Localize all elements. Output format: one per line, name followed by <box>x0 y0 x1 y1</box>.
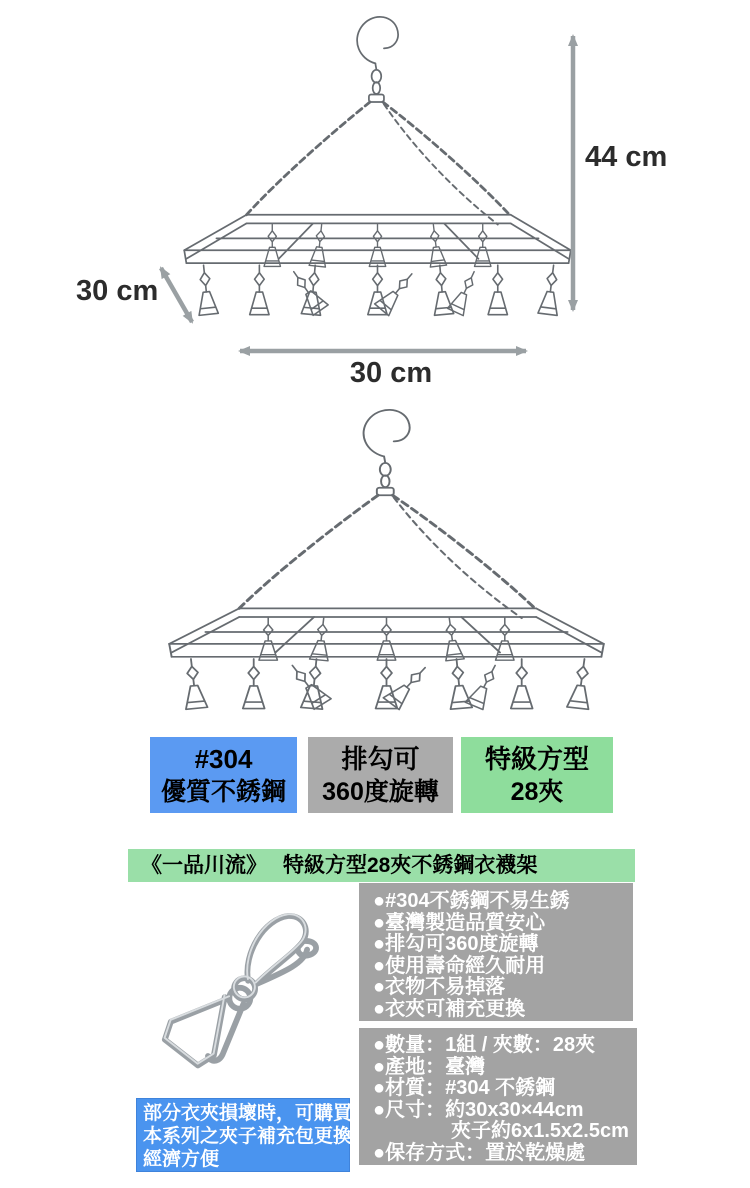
feature-item: ●#304不銹鋼不易生銹 <box>373 890 570 912</box>
badge-hook-line1: 排勾可 <box>341 743 420 774</box>
feature-item: ●衣物不易掉落 <box>373 976 506 998</box>
note-line: 本系列之夾子補充包更換 <box>143 1126 353 1147</box>
hanger-diagram-large <box>133 394 640 771</box>
spec-item-clip-size: 夾子約6x1.5x2.5cm <box>451 1120 629 1142</box>
specs-box <box>359 1028 637 1165</box>
spec-item: ●產地：臺灣 <box>373 1055 486 1078</box>
badge-hook-line2: 360度旋轉 <box>322 777 439 806</box>
feature-item: ●排勾可360度旋轉 <box>373 933 539 955</box>
height-dimension-label: 44 cm <box>585 141 668 173</box>
replacement-note-box <box>136 1098 353 1172</box>
width-dimension-label: 30 cm <box>349 357 433 389</box>
badge-material <box>150 737 297 813</box>
note-line: 部分衣夾損壞時，可購買 <box>143 1103 353 1124</box>
clip-photo <box>130 888 358 1093</box>
spec-item: ●數量：1組 / 夾數：28夾 <box>373 1034 596 1056</box>
spec-item: ●保存方式：置於乾燥處 <box>373 1141 586 1164</box>
product-title-banner <box>128 849 635 882</box>
badge-material-line1: #304 <box>194 743 253 774</box>
spec-item: ●尺寸：約30x30×44cm <box>373 1098 584 1121</box>
features-box <box>359 883 633 1021</box>
depth-dimension-label: 30 cm <box>76 275 159 307</box>
feature-item: ●衣夾可補充更換 <box>373 997 526 1020</box>
depth-arrow <box>161 268 192 322</box>
dimension-arrows <box>0 0 750 400</box>
hanger-diagram-small <box>152 1 603 377</box>
note-line: 經濟方便 <box>143 1149 220 1170</box>
product-title: 特級方型28夾不銹鋼衣襪架 <box>283 854 538 877</box>
badge-type-line1: 特級方型 <box>484 743 589 774</box>
feature-item: ●臺灣製造品質安心 <box>373 911 546 934</box>
feature-item: ●使用壽命經久耐用 <box>373 954 546 977</box>
brand-name: 《一品川流》 <box>141 854 267 877</box>
badge-type-line2: 28夾 <box>510 777 564 806</box>
badge-clip-count <box>461 737 613 813</box>
spec-item: ●材質：#304 不銹鋼 <box>373 1077 556 1099</box>
badge-rotating-hook <box>308 737 453 813</box>
badge-material-line2: 優質不銹鋼 <box>160 777 286 806</box>
